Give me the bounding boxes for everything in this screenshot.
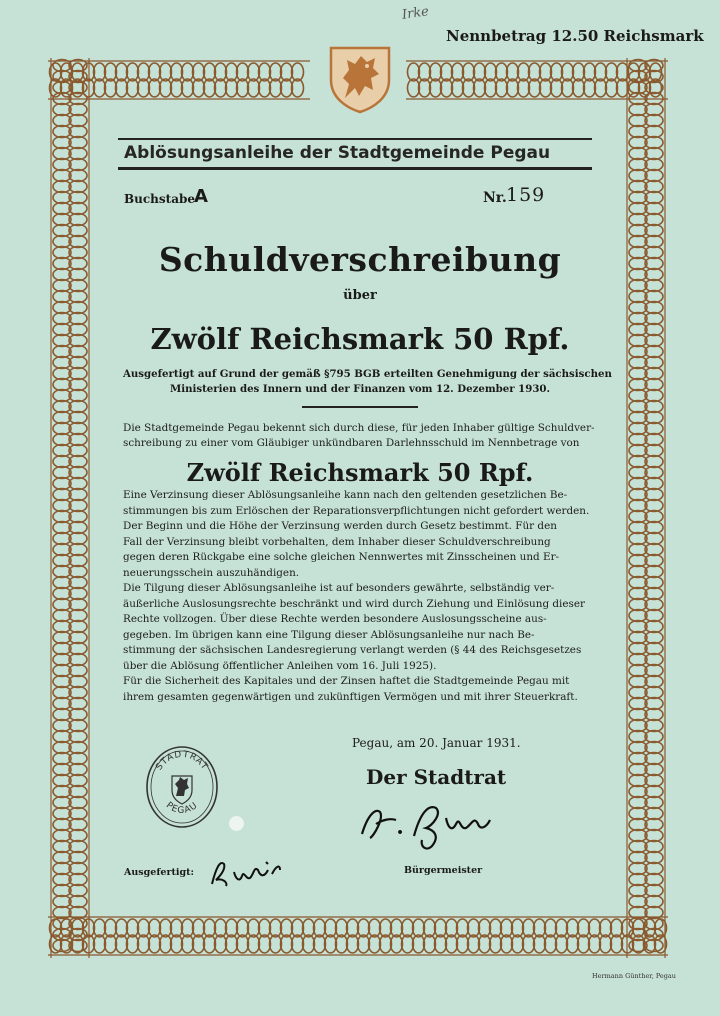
buchstabe-value: A: [194, 186, 208, 207]
terms-line: Die Tilgung dieser Ablösungsanleihe ist auf besonders gewährte, selbständig ver-: [123, 582, 555, 594]
divider: [302, 406, 418, 408]
declaration-line-1: Die Stadtgemeinde Pegau bekennt sich durch diese, für jeden Inhaber gültige Schuldver-: [123, 422, 595, 434]
nennbetrag-label: Nennbetrag 12.50 Reichsmark: [446, 27, 704, 45]
buchstabe-label: Buchstabe: [124, 192, 195, 206]
title-rule-top: [118, 138, 592, 140]
nr-label: Nr.: [483, 190, 507, 206]
ueber-text: über: [343, 288, 377, 303]
terms-line: Fall der Verzinsung bleibt vorbehalten, dem Inhaber dieser Schuldverschreibung: [123, 535, 551, 548]
authorization-line-2: Ministerien des Innern und der Finanzen vom 12. Dezember 1930.: [169, 383, 551, 395]
terms-line: gegeben. Im übrigen kann eine Tilgung dieser Ablösungsanleihe nur nach Be-: [123, 628, 535, 641]
terms-line: Rechte vollzogen. Über diese Rechte werden besondere Auslosungsscheine aus-: [123, 613, 547, 625]
amount-second: Zwölf Reichsmark 50 Rpf.: [186, 458, 534, 487]
stadtrat-heading: Der Stadtrat: [366, 765, 507, 789]
svg-text:PEGAU: [164, 801, 200, 816]
ornamental-border-bottom: [48, 914, 668, 958]
authorization-line-1: Ausgefertigt auf Grund der gemäß §795 BGB erteilten Genehmigung der sächsischen: [123, 368, 612, 380]
lion-crest-icon: [327, 44, 393, 114]
terms-line: äußerliche Auslosungsrechte beschränkt und wird durch Ziehung und Einlösung dieser: [123, 597, 585, 610]
amount-main: Zwölf Reichsmark 50 Rpf.: [150, 322, 570, 356]
title-band-text: Ablösungsanleihe der Stadtgemeinde Pegau: [124, 143, 551, 163]
printer-imprint: Hermann Günther, Pegau: [592, 972, 676, 980]
clerk-signature-icon: [206, 854, 284, 890]
terms-line: stimmung der sächsischen Landesregierung verlangt werden (§ 44 des Reichsgesetzes: [123, 644, 582, 656]
seal-top-text: STADTRAT: [154, 749, 210, 773]
terms-line: ihrem gesamten gegenwärtigen und zukünftigen Vermögen und mit ihrer Steuerkraft.: [123, 690, 578, 703]
terms-line: Eine Verzinsung dieser Ablösungsanleihe kann nach den geltenden gesetzlichen Be-: [123, 489, 568, 501]
terms-line: über die Ablösung öffentlicher Anleihen vom 16. Juli 1925).: [123, 659, 437, 672]
place-date: Pegau, am 20. Januar 1931.: [352, 736, 521, 750]
terms-line: Der Beginn und die Höhe der Verzinsung werden durch Gesetz bestimmt. Für den: [123, 520, 557, 532]
declaration-line-2: schreibung zu einer vom Gläubiger unkündbaren Darlehnsschuld im Nennbetrage von: [123, 437, 580, 449]
title-rule-bottom: [118, 167, 592, 170]
stadtrat-seal: [144, 744, 220, 830]
buergermeister-label: Bürgermeister: [404, 865, 483, 876]
punched-hole: [229, 816, 244, 831]
terms-line: neuerungsschein auszuhändigen.: [123, 566, 300, 579]
terms-line: Für die Sicherheit des Kapitales und der Zinsen haftet die Stadtgemeinde Pegau mit: [123, 675, 570, 687]
terms-line: gegen deren Rückgabe eine solche gleichen Nennwertes mit Zinsscheinen und Er-: [123, 551, 560, 563]
handwritten-note: Irke: [401, 4, 430, 23]
nr-value: 159: [506, 184, 546, 206]
mayor-signature-icon: [356, 794, 516, 856]
ornamental-border-left: [48, 58, 92, 958]
ornamental-border-right: [624, 58, 668, 958]
document-title: Schuldverschreibung: [158, 240, 562, 279]
seal-bottom-text: PEGAU: [163, 800, 201, 817]
terms-line: stimmungen bis zum Erlöschen der Reparationsverpflichtungen nicht gefordert werden.: [123, 504, 590, 517]
ausgefertigt-label: Ausgefertigt:: [124, 867, 194, 878]
